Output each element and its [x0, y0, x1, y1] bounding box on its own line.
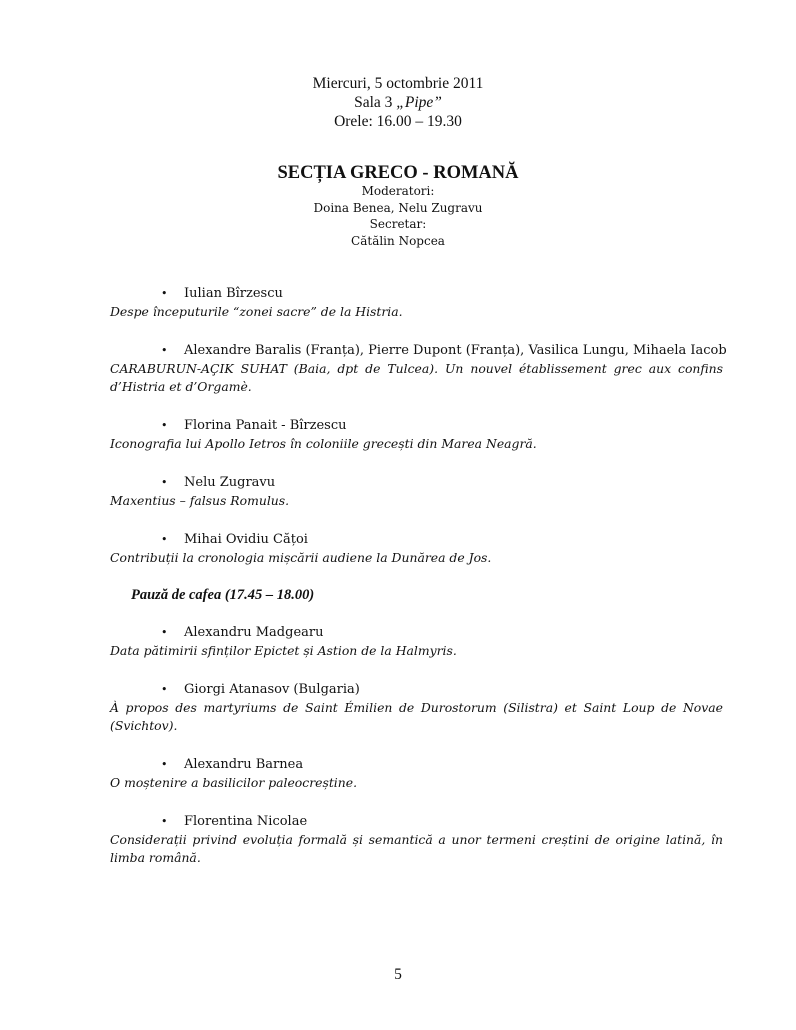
bullet-icon: •: [161, 626, 168, 639]
program-entry: [110, 623, 723, 660]
program-entry: [110, 530, 723, 567]
entry-title: Despe începuturile “zonei sacre” de la Histria.: [110, 304, 403, 319]
bullet-icon: •: [161, 533, 168, 546]
entry-author: Florentina Nicolae: [184, 814, 308, 829]
entry-author: Nelu Zugravu: [184, 475, 276, 490]
entry-author-line: [110, 284, 723, 303]
section-title: SECȚIA GRECO - ROMANĂ: [277, 163, 519, 183]
entry-author: Mihai Ovidiu Cățoi: [184, 532, 308, 547]
bullet-icon: •: [161, 683, 168, 696]
program-entry: [110, 755, 723, 792]
entry-author-line: [110, 623, 723, 642]
entry-author-line: [110, 812, 723, 831]
entries-after-break: [110, 623, 723, 867]
bullet-icon: •: [161, 344, 168, 357]
entry-title: Iconografia lui Apollo Ietros în coloniile grecești din Marea Neagră.: [110, 436, 537, 451]
room-prefix: Sala 3: [354, 94, 397, 111]
program-entry: [110, 473, 723, 510]
entry-author: Alexandru Madgearu: [184, 625, 324, 640]
session-room: [0, 93, 796, 112]
entry-title: Maxentius – falsus Romulus.: [110, 493, 290, 508]
session-header: [0, 74, 796, 131]
entry-author-line: [110, 473, 723, 492]
program-entry: [110, 284, 723, 321]
session-date: Miercuri, 5 octombrie 2011: [312, 75, 484, 92]
moderators-names: Doina Benea, Nelu Zugravu: [313, 200, 483, 215]
secretary-label: Secretar:: [369, 217, 427, 231]
entry-author: Florina Panait - Bîrzescu: [184, 418, 347, 433]
secretary-name: Cătălin Nopcea: [351, 233, 445, 248]
entry-author: Iulian Bîrzescu: [184, 286, 283, 301]
bullet-icon: •: [161, 476, 168, 489]
entry-author-line: [110, 341, 727, 360]
bullet-icon: •: [161, 758, 168, 771]
entry-title: Contribuții la cronologia mișcării audiene la Dunărea de Jos.: [110, 550, 492, 565]
section-officers: [0, 183, 796, 249]
program-entry: [110, 416, 723, 453]
entry-author-line: [110, 680, 723, 699]
bullet-icon: •: [161, 419, 168, 432]
entries-before-break: [110, 284, 727, 567]
entry-author-line: [110, 416, 723, 435]
entry-title: Considerații privind evoluția formală și semantică a unor termeni creștini de origine latină, în limba română.: [110, 832, 723, 865]
program-list: [110, 284, 727, 887]
entry-author: Giorgi Atanasov (Bulgaria): [184, 682, 360, 697]
entry-title: Data pătimirii sfinților Epictet și Astion de la Halmyris.: [110, 643, 457, 658]
entry-title: CARABURUN-AÇIK SUHAT (Baia, dpt de Tulcea). Un nouvel établissement grec aux confins d’Histria et d’Orgamè.: [110, 361, 723, 394]
entry-title: À propos des martyriums de Saint Émilien de Durostorum (Silistra) et Saint Loup de Novae (Svichtov).: [110, 700, 723, 733]
entry-author: Alexandru Barnea: [184, 757, 304, 772]
entry-author-line: [110, 530, 723, 549]
program-entry: [110, 341, 727, 396]
program-entry: [110, 812, 723, 867]
coffee-break: Pauză de cafea (17.45 – 18.00): [131, 587, 315, 603]
entry-author: Alexandre Baralis (Franța), Pierre Dupont (Franța), Vasilica Lungu, Mihaela Iacob: [184, 343, 727, 358]
page-number: 5: [394, 966, 402, 983]
entry-title: O moștenire a basilicilor paleocreștine.: [110, 775, 358, 790]
bullet-icon: •: [161, 815, 168, 828]
moderators-label: Moderatori:: [361, 184, 435, 198]
session-hours: Orele: 16.00 – 19.30: [334, 113, 462, 130]
bullet-icon: •: [161, 287, 168, 300]
room-name: „Pipe”: [396, 94, 442, 111]
entry-author-line: [110, 755, 723, 774]
program-entry: [110, 680, 723, 735]
